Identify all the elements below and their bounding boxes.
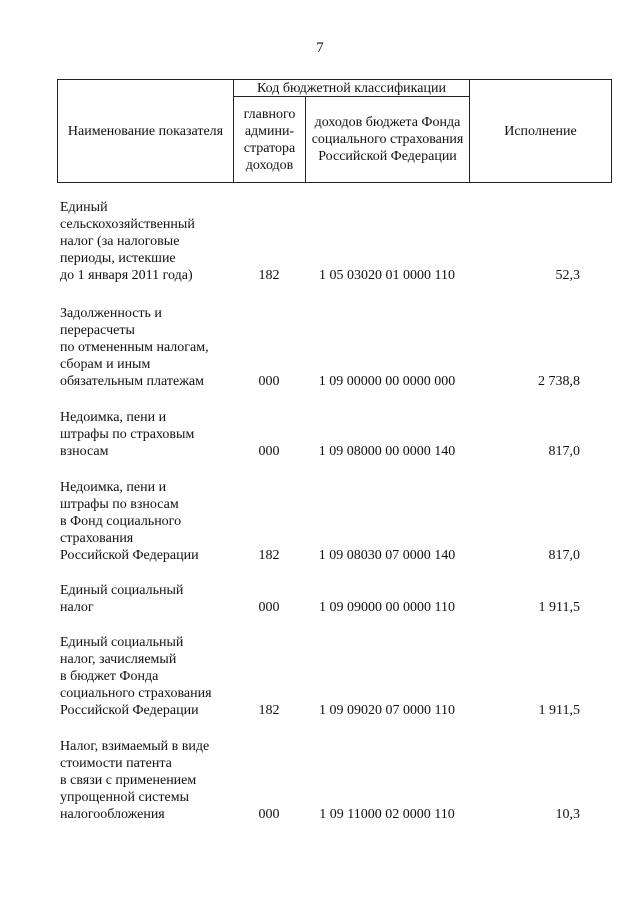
- row-budget-code: 1 09 11000 02 0000 110: [319, 807, 455, 822]
- row-admin-code: 182: [258, 548, 280, 563]
- table-row: [0, 738, 640, 823]
- row-admin-code: 000: [258, 600, 280, 615]
- row-name: Единый социальный налог, зачисляемый в бюджет Фонда социального страхования Российской Федерации: [60, 635, 212, 718]
- row-execution: 52,3: [555, 268, 580, 283]
- row-admin-code: 182: [258, 268, 280, 283]
- row-admin-code: 000: [258, 444, 280, 459]
- row-budget-code: 1 09 00000 00 0000 000: [318, 374, 456, 389]
- table-header: [57, 79, 612, 183]
- row-budget-code: 1 09 09000 00 0000 110: [319, 600, 455, 615]
- row-execution: 817,0: [548, 548, 580, 563]
- table-row: [0, 634, 640, 719]
- header-execution: Исполнение: [504, 123, 577, 139]
- header-code: Код бюджетной классификации: [234, 80, 470, 97]
- row-name: Единый социальный налог: [60, 583, 184, 615]
- row-name: Недоимка, пени и штрафы по страховым взносам: [60, 410, 195, 459]
- row-name: Недоимка, пени и штрафы по взносам в Фонд социального страхования Российской Федерации: [60, 480, 199, 563]
- row-execution: 2 738,8: [538, 374, 580, 389]
- row-execution: 1 911,5: [538, 600, 580, 615]
- table-row: [0, 199, 640, 284]
- row-admin-code: 000: [258, 374, 280, 389]
- row-budget-code: 1 09 08030 07 0000 140: [318, 548, 456, 563]
- row-execution: 817,0: [548, 444, 580, 459]
- table-row: [0, 305, 640, 390]
- table-row: [0, 582, 640, 616]
- row-execution: 1 911,5: [538, 703, 580, 718]
- row-execution: 10,3: [555, 807, 580, 822]
- header-name: Наименование показателя: [58, 80, 234, 182]
- row-budget-code: 1 05 03020 01 0000 110: [319, 268, 455, 283]
- row-budget-code: 1 09 09020 07 0000 110: [319, 703, 455, 718]
- row-admin-code: 182: [258, 703, 280, 718]
- row-admin-code: 000: [258, 807, 280, 822]
- row-budget-code: 1 09 08000 00 0000 140: [318, 444, 456, 459]
- row-name: Задолженность и перерасчеты по отмененным налогам, сборам и иным обязательным платежам: [60, 306, 209, 389]
- header-admin: главного админи-стратора доходов: [234, 97, 306, 182]
- header-fund: доходов бюджета Фонда социального страхования Российской Федерации: [306, 97, 470, 182]
- table-row: [0, 409, 640, 460]
- page-number: 7: [316, 40, 324, 56]
- row-name: Единый сельскохозяйственный налог (за налоговые периоды, истекшие до 1 января 2011 года): [60, 200, 195, 283]
- row-name: Налог, взимаемый в виде стоимости патента в связи с применением упрощенной системы налогообложения: [60, 739, 210, 822]
- table-row: [0, 479, 640, 564]
